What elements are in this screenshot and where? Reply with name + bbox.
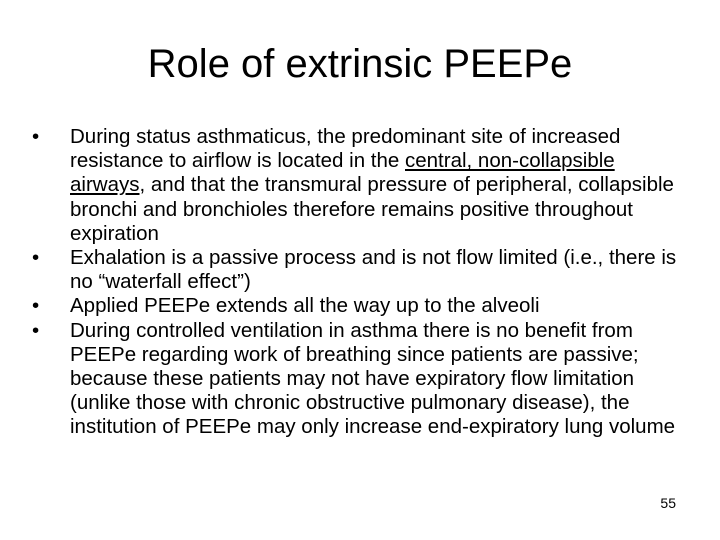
bullet-text: Applied PEEPe extends all the way up to the alveoli (70, 294, 540, 318)
bullet-item (26, 125, 688, 246)
bullet-text: , and that the transmural pressure of peripheral, collapsible bronchi and bronchioles therefore remains positive throughout expiration (70, 173, 674, 245)
bullet-dot-icon: • (32, 318, 40, 342)
bullet-text: During controlled ventilation in asthma there is no benefit from PEEPe regarding work of breathing since patients are passive; because these patients may not have expiratory flow limitation (unlike those with chronic obstructive pulmonary disease), the institution of PEEPe may only increase end-expiratory lung volume (70, 318, 676, 439)
bullet-item (26, 246, 688, 294)
bullet-item (26, 319, 688, 440)
slide-title: Role of extrinsic PEEPe (147, 42, 573, 86)
bullet-list (26, 125, 688, 440)
underlined-phrase: central, non-collapsible airways (70, 149, 615, 197)
bullet-dot-icon: • (32, 246, 40, 270)
bullet-text: Exhalation is a passive process and is not flow limited (i.e., there is no “waterfall effect”) (70, 246, 677, 294)
page-number: 55 (660, 495, 676, 511)
bullet-dot-icon: • (32, 125, 40, 148)
bullet-dot-icon: • (32, 294, 40, 318)
bullet-text: During status asthmaticus, the predominant site of increased resistance to airflow is located in the (70, 125, 621, 173)
bullet-item (26, 294, 688, 318)
